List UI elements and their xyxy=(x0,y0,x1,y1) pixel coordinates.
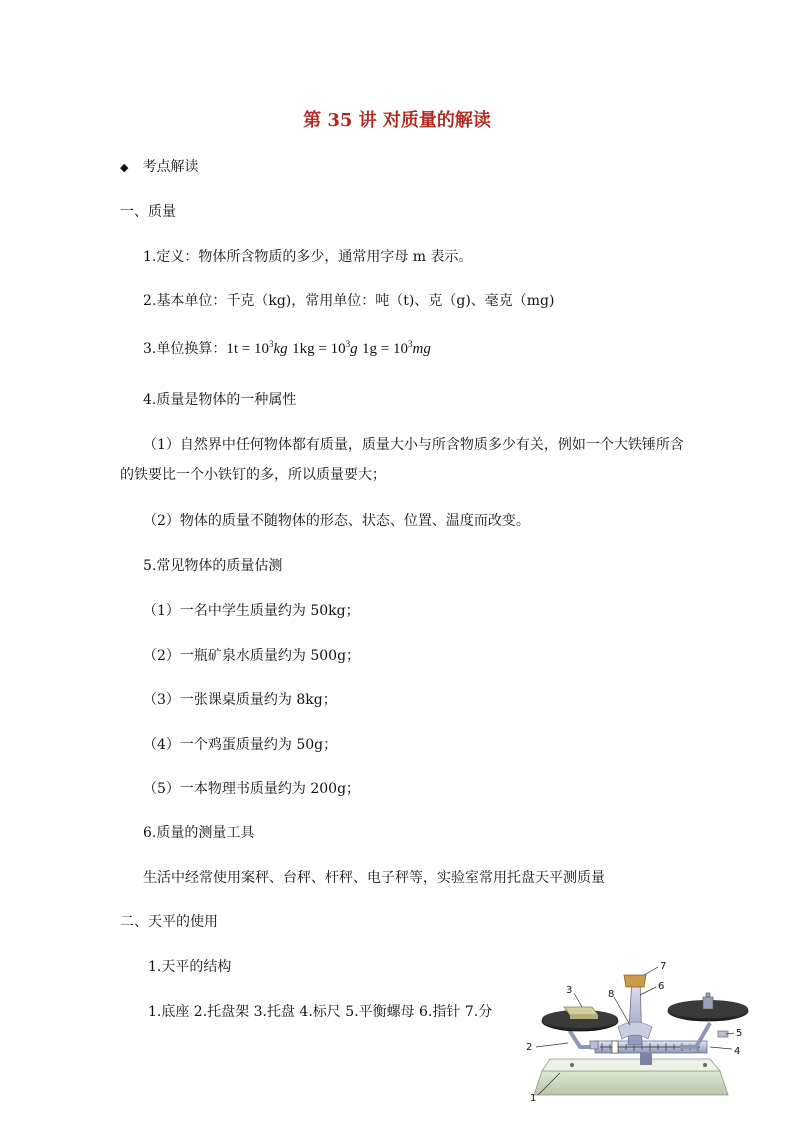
definition-line: 1.定义：物体所含物质的多少，通常用字母 m 表示。 xyxy=(143,249,473,265)
conversion-label: 3.单位换算： xyxy=(143,341,227,357)
conversion-eq-3: $1g = 10^3mg$ xyxy=(362,339,431,357)
conversion-eq-1: $1t = 10^3kg$ xyxy=(226,339,288,357)
property-1-line-1: （1）自然界中任何物体都有质量，质量大小与所含物质多少有关，例如一个大铁锤所含 xyxy=(143,437,684,453)
estimate-item: （1）一名中学生质量约为 50kg； xyxy=(143,603,360,619)
figure-label: 3 xyxy=(566,985,573,996)
tools-heading: 6.质量的测量工具 xyxy=(143,825,255,841)
section-marker-label: 考点解读 xyxy=(142,159,199,175)
conversion-line xyxy=(143,340,431,358)
diamond-bullet-icon: ◆ xyxy=(120,161,129,174)
section-marker xyxy=(120,158,198,177)
property-2: （2）物体的质量不随物体的形态、状态、位置、温度而改变。 xyxy=(143,513,530,529)
figure-label: 6 xyxy=(658,981,665,992)
property-heading: 4.质量是物体的一种属性 xyxy=(143,392,297,408)
estimate-item: （3）一张课桌质量约为 8kg； xyxy=(143,692,337,708)
page-title: 第 35 讲 对质量的解读 xyxy=(303,110,491,131)
figure-label: 1 xyxy=(530,1093,537,1104)
section-heading-mass: 一、质量 xyxy=(120,204,176,220)
structure-parts: 1.底座 2.托盘架 3.托盘 4.标尺 5.平衡螺母 6.指针 7.分 xyxy=(148,1004,493,1020)
balance-pointer xyxy=(618,975,652,1045)
tools-text: 生活中经常使用案秤、台秤、杆秤、电子秤等，实验室常用托盘天平测质量 xyxy=(143,870,605,886)
figure-label: 2 xyxy=(526,1042,533,1053)
section-heading-balance: 二、天平的使用 xyxy=(120,914,218,930)
estimate-item: （2）一瓶矿泉水质量约为 500g； xyxy=(143,648,361,664)
balance-figure xyxy=(520,955,765,1105)
estimate-item: （4）一个鸡蛋质量约为 50g； xyxy=(143,737,338,753)
conversion-eq-2: $1kg = 10^3g$ xyxy=(292,339,358,357)
figure-label: 7 xyxy=(660,961,667,972)
estimate-heading: 5.常见物体的质量估测 xyxy=(143,558,283,574)
balance-base xyxy=(534,1059,728,1095)
property-1-line-2: 的铁要比一个小铁钉的多，所以质量要大； xyxy=(120,467,386,483)
structure-heading: 1.天平的结构 xyxy=(148,959,232,975)
figure-label: 4 xyxy=(734,1046,741,1057)
estimate-item: （5）一本物理书质量约为 200g； xyxy=(143,781,361,797)
figure-label: 8 xyxy=(608,989,615,1000)
figure-label: 5 xyxy=(736,1028,743,1039)
units-line: 2.基本单位：千克（kg)，常用单位：吨（t)、克（g)、毫克（mg) xyxy=(143,293,555,309)
